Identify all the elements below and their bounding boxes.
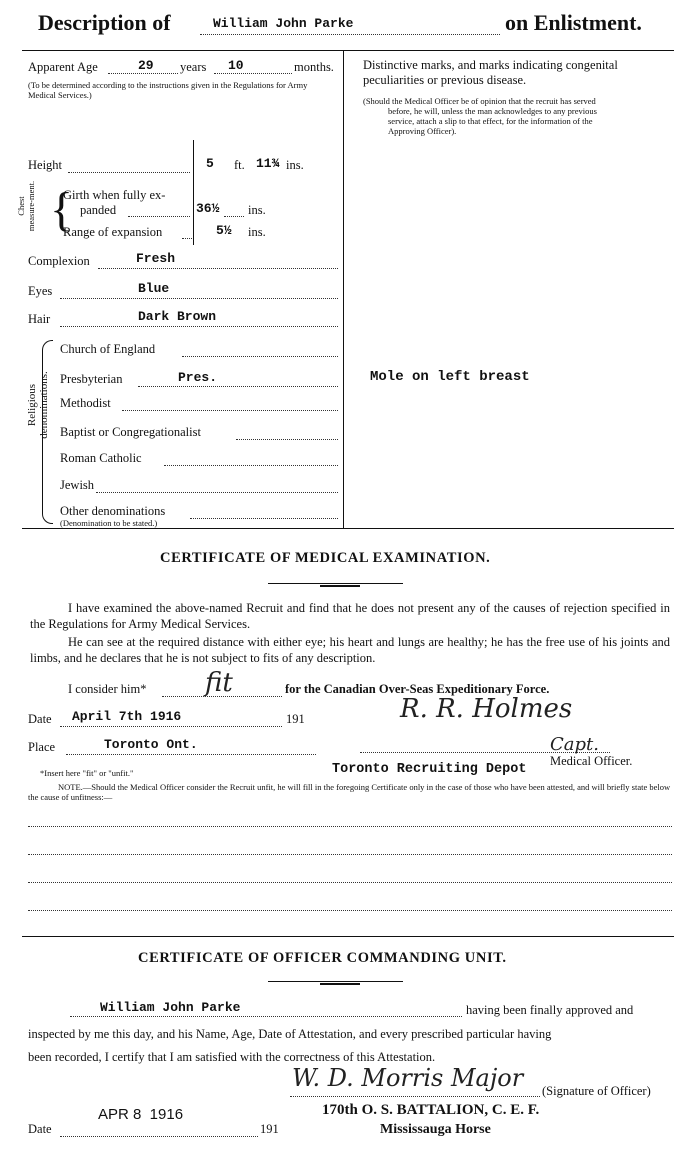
religion-line-4	[164, 465, 338, 466]
frame-middle-divider	[343, 50, 344, 528]
form-title-suffix: on Enlistment.	[505, 10, 642, 35]
religion-line-3	[236, 439, 338, 440]
age-years-value: 29	[138, 58, 154, 73]
complexion-line	[98, 268, 338, 269]
recruit-name-line	[200, 34, 500, 35]
distinctive-marks-value: Mole on left breast	[370, 369, 530, 385]
religion-church-of-england: Church of England	[60, 342, 156, 356]
religion-roman-catholic: Roman Catholic	[60, 451, 142, 465]
religion-baptist: Baptist or Congregationalist	[60, 425, 201, 439]
range-value: 5½	[216, 223, 232, 238]
marks-note-2: before, he will, unless the man acknowledges to any previous	[388, 106, 597, 116]
medical-paragraph-2: He can see at the required distance with either eye; his heart and lungs are healthy; he has the free use of his joints and limbs, and he declares that he is not subject to fits of any description.	[30, 635, 670, 665]
unfitness-note: NOTE.—Should the Medical Officer consider the Recruit unfit, he will fill in the foregoing Certificate only in the case of those who have been attested, and will briefly state below the cause of unfitness:—	[28, 782, 671, 802]
chest-measurement-label: Chest measure-ment.	[16, 180, 36, 232]
form-title-prefix: Description of	[38, 10, 171, 35]
measure-column-divider	[193, 140, 194, 245]
religion-line-2	[122, 410, 338, 411]
religion-other-note: (Denomination to be stated.)	[60, 518, 158, 528]
height-ft-value: 5	[206, 156, 214, 171]
religion-jewish: Jewish	[60, 478, 95, 492]
medical-officer-rank: Capt.	[550, 734, 599, 755]
frame-top	[22, 50, 674, 51]
recruit-name-value: William John Parke	[213, 16, 354, 31]
complexion-value: Fresh	[136, 251, 176, 266]
hair-label: Hair	[28, 312, 51, 326]
medical-heading-rule	[268, 583, 403, 584]
officer-name-line	[70, 1016, 462, 1017]
signature-of-officer-label: (Signature of Officer)	[542, 1084, 651, 1098]
height-line	[68, 172, 190, 173]
chest-brace: {	[50, 183, 74, 236]
officer-certificate-heading: CERTIFICATE OF OFFICER COMMANDING UNIT.	[138, 950, 507, 966]
medical-section-bottom	[22, 936, 674, 937]
age-years-line	[108, 73, 178, 74]
age-months-line	[214, 73, 292, 74]
officer-signature-line	[290, 1096, 540, 1097]
years-label: years	[180, 60, 207, 74]
officer-line-1-suffix: having been finally approved and	[466, 1003, 634, 1017]
hair-line	[60, 326, 338, 327]
medical-officer-label: Medical Officer.	[550, 754, 633, 768]
eyes-label: Eyes	[28, 284, 53, 298]
officer-date-year-prefix: 191	[260, 1122, 279, 1136]
marks-note-4: Approving Officer).	[388, 126, 457, 136]
officer-line-3: been recorded, I certify that I am satisfied with the correctness of this Attestation.	[28, 1050, 436, 1064]
religion-side-label-2: denominations.	[38, 371, 50, 439]
frame-bottom	[22, 528, 674, 529]
depot-stamp: Toronto Recruiting Depot	[332, 762, 527, 777]
date-year-prefix-medical: 191	[286, 712, 305, 726]
religion-methodist: Methodist	[60, 396, 111, 410]
religion-other: Other denominations	[60, 504, 166, 518]
marks-heading-2: peculiarities or previous disease.	[363, 73, 527, 87]
months-label: months.	[294, 60, 334, 74]
apparent-age-label: Apparent Age	[28, 60, 98, 74]
consider-value-handwritten: fit	[205, 668, 233, 698]
complexion-label: Complexion	[28, 254, 90, 268]
officer-signature: W. D. Morris Major	[292, 1064, 524, 1092]
religion-line-1	[138, 386, 338, 387]
date-value-medical: April 7th 1916	[72, 709, 182, 724]
fit-unfit-note: *Insert here "fit" or "unfit."	[40, 768, 134, 778]
place-label: Place	[28, 740, 56, 754]
unfitness-line-2	[28, 854, 672, 855]
consider-suffix: for the Canadian Over-Seas Expeditionary Force.	[285, 682, 550, 696]
unit-stamp-line-2: Mississauga Horse	[380, 1122, 491, 1137]
officer-heading-rule	[268, 981, 403, 982]
religion-line-0	[182, 356, 338, 357]
range-label: Range of expansion	[63, 225, 163, 239]
religion-brace	[42, 340, 53, 524]
religion-presbyterian: Presbyterian	[60, 372, 123, 386]
hair-value: Dark Brown	[138, 309, 217, 324]
medical-heading-rule-bold	[320, 585, 360, 587]
girth-ins-line	[224, 216, 244, 217]
officer-date-line	[60, 1136, 258, 1137]
height-in-value: 11¾	[256, 156, 280, 171]
girth-label-1: Girth when fully ex-	[63, 188, 166, 202]
marks-note-3: service, attach a slip to that effect, for the information of the	[388, 116, 593, 126]
medical-paragraph-1: I have examined the above-named Recruit and find that he does not present any of the causes of rejection specified in the Regulations for Army Medical Services.	[30, 601, 670, 631]
officer-date-stamp: APR 8 1916	[98, 1106, 184, 1123]
medical-officer-signature: R. R. Holmes	[400, 694, 573, 724]
date-line-medical	[60, 726, 282, 727]
range-ins-label: ins.	[248, 225, 266, 239]
religion-line-6	[190, 518, 338, 519]
consider-label: I consider him*	[68, 682, 147, 696]
height-label: Height	[28, 158, 63, 172]
place-line	[66, 754, 316, 755]
range-line	[182, 238, 192, 239]
unfitness-line-3	[28, 882, 672, 883]
unfitness-line-1	[28, 826, 672, 827]
religion-line-5	[96, 492, 338, 493]
girth-ins-label: ins.	[248, 203, 266, 217]
ins-label: ins.	[286, 158, 304, 172]
officer-date-label: Date	[28, 1122, 52, 1136]
marks-note-1: (Should the Medical Officer be of opinion that the recruit has served	[363, 96, 596, 106]
officer-line-2: inspected by me this day, and his Name, Age, Date of Attestation, and every prescribed particular having	[28, 1027, 552, 1041]
girth-label-2: panded	[80, 203, 117, 217]
eyes-value: Blue	[138, 281, 170, 296]
eyes-line	[60, 298, 338, 299]
age-note: (To be determined according to the instructions given in the Regulations for Army Medical Services.)	[28, 80, 308, 100]
place-value: Toronto Ont.	[104, 737, 198, 752]
religion-side-label-1: Religious	[26, 383, 38, 427]
officer-name-value: William John Parke	[100, 1000, 241, 1015]
religion-presbyterian-value: Pres.	[178, 370, 218, 385]
medical-certificate-heading: CERTIFICATE OF MEDICAL EXAMINATION.	[160, 550, 491, 566]
unfitness-line-4	[28, 910, 672, 911]
officer-heading-rule-bold	[320, 983, 360, 985]
girth-value: 36½	[196, 201, 220, 216]
girth-line	[128, 216, 190, 217]
unit-stamp-line-1: 170th O. S. BATTALION, C. E. F.	[322, 1102, 540, 1118]
ft-label: ft.	[234, 158, 245, 172]
age-months-value: 10	[228, 58, 244, 73]
marks-heading-1: Distinctive marks, and marks indicating congenital	[363, 58, 618, 72]
date-label-medical: Date	[28, 712, 52, 726]
